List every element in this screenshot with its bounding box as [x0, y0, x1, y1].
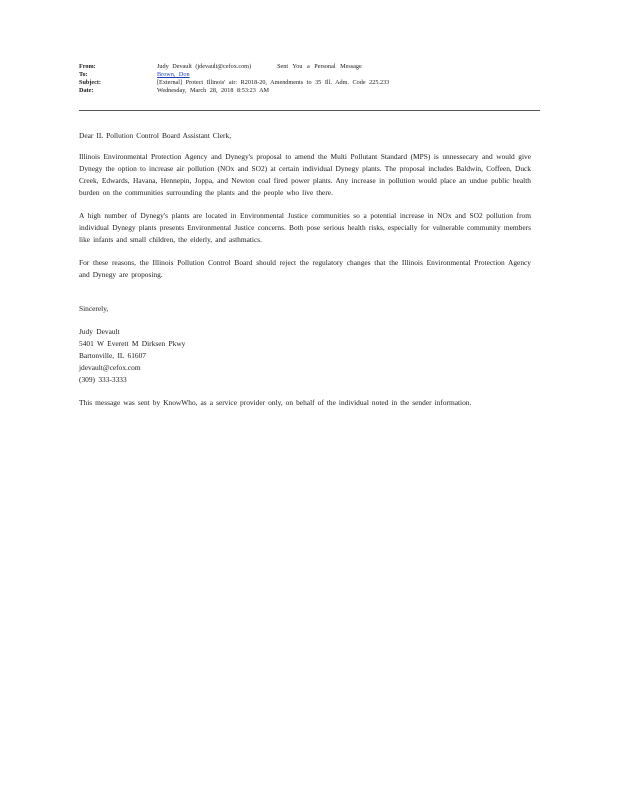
to-label: To:: [79, 71, 88, 78]
header-divider: [79, 110, 540, 111]
from-row: [79, 63, 539, 71]
email-body: [79, 130, 531, 409]
paragraph-request: For these reasons, the Illinois Pollution Control Board should reject the regulatory changes that the Illinois Environmental Protection Agency and Dynegy are proposing.: [79, 258, 531, 279]
paragraph-environmental-justice: A high number of Dynegy's plants are located in Environmental Justice communities so a potential increase in NOx and SO2 pollution from individual Dynegy plants presents Environmental Justice concerns. Both pose serious health risks, especially for vulnerable community members like infants and small children, the elderly, and asthmatics.: [79, 211, 531, 244]
subject-value: [External] Protect Illinois' air: R2018-20, Amendments to 35 Ill. Adm. Code 225.233: [157, 79, 390, 86]
signature-street: 5401 W Everett M Dirksen Pkwy: [79, 339, 186, 348]
footer-note: This message was sent by KnowWho, as a service provider only, on behalf of the individual noted in the sender information.: [79, 398, 472, 407]
paragraph-proposal: Illinois Environmental Protection Agency and Dynegy's proposal to amend the Multi Pollutant Standard (MPS) is unnessecary and would give Dynegy the option to increase air pollution (NOx and SO2) at certain individual Dynegy plants. The proposal includes Baldwin, Coffeen, Duck Creek, Edwards, Havana, Hennepin, Joppa, and Newton coal fired power plants. Any increase in pollution would place an undue public health burden on the communities surrounding the plants and the people who live there.: [79, 152, 531, 197]
to-recipient-link[interactable]: Brown, Don: [157, 71, 190, 78]
subject-label: Subject:: [79, 79, 101, 86]
signature-email: jdevault@cefox.com: [79, 363, 141, 372]
to-row: [79, 71, 539, 79]
signature-city: Bartonville, IL 61607: [79, 351, 146, 360]
closing: Sincerely,: [79, 304, 109, 313]
from-label: From:: [79, 63, 96, 70]
signature-name: Judy Devault: [79, 327, 120, 336]
signature-phone: (309) 333-3333: [79, 375, 127, 384]
date-row: [79, 87, 539, 95]
signature-block: [79, 326, 531, 386]
subject-row: [79, 79, 539, 87]
sent-note: Sent You a Personal Message: [277, 63, 362, 70]
email-header: [79, 63, 539, 95]
salutation: Dear IL Pollution Control Board Assistant Clerk,: [79, 131, 232, 140]
date-label: Date:: [79, 87, 94, 94]
from-value: Judy Devault (jdevault@cefox.com): [157, 63, 252, 70]
date-value: Wednesday, March 28, 2018 8:53:23 AM: [157, 87, 270, 94]
